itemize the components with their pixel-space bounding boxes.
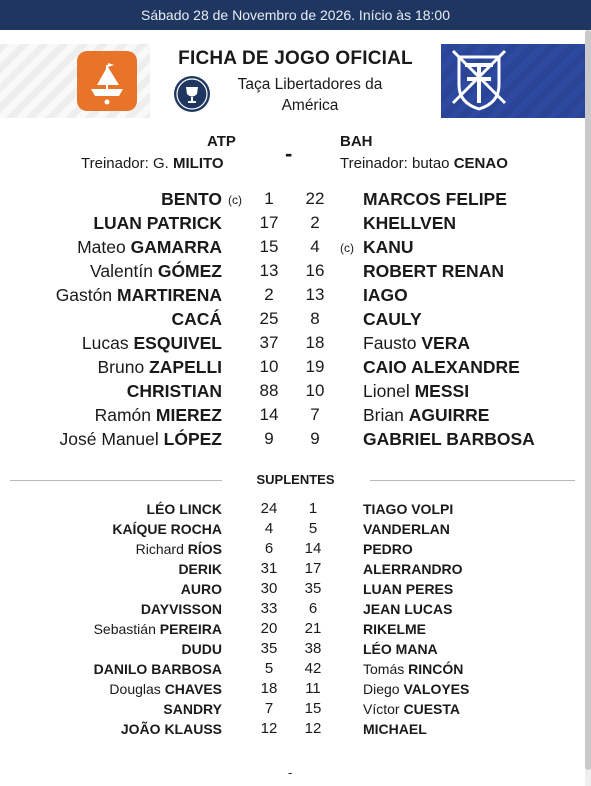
player-last-name: CHAVES <box>164 681 222 697</box>
player-last-name: LUAN PERES <box>363 581 454 597</box>
player-last-name: TIAGO VOLPI <box>363 501 454 517</box>
away-sub-row <box>363 579 453 599</box>
away-sub-row <box>363 539 413 559</box>
player-last-name: KHELLVEN <box>363 213 457 233</box>
away-shirt-number: 13 <box>305 285 325 304</box>
away-sub-number: 5 <box>308 520 318 537</box>
away-sub-row <box>363 599 452 619</box>
home-player-row <box>60 427 222 451</box>
player-last-name: CAIO ALEXANDRE <box>363 357 520 377</box>
player-last-name: BENTO <box>161 189 222 209</box>
coach-first-name: G. <box>152 155 169 172</box>
home-sub-number: 33 <box>260 600 278 617</box>
away-sub-row <box>363 519 450 539</box>
away-sub-number: 11 <box>305 680 321 697</box>
away-team-code: BAH <box>340 133 373 150</box>
away-sub-number: 14 <box>304 540 322 557</box>
player-last-name: RÍOS <box>187 541 222 557</box>
home-shirt-number: 17 <box>259 213 279 232</box>
home-sub-number: 35 <box>260 640 278 657</box>
player-last-name: MESSI <box>414 381 470 401</box>
home-sub-number: 12 <box>260 720 278 737</box>
away-sub-row <box>363 699 460 719</box>
home-sub-row <box>178 559 222 579</box>
player-first-name: Bruno <box>97 357 145 377</box>
coach-last-name: CENAO <box>453 155 508 172</box>
home-sub-row <box>181 579 222 599</box>
player-last-name: VALOYES <box>403 681 470 697</box>
home-team-code: ATP <box>207 133 236 150</box>
away-player-row <box>363 235 414 259</box>
player-last-name: JEAN LUCAS <box>363 601 453 617</box>
home-sub-number: 4 <box>264 520 274 537</box>
player-first-name: Fausto <box>363 333 417 353</box>
competition-name-line2: América <box>281 97 339 114</box>
player-last-name: RINCÓN <box>408 661 464 677</box>
away-sub-number: 17 <box>304 560 322 577</box>
player-first-name: Gastón <box>55 285 113 305</box>
away-sub-number: 1 <box>308 500 318 517</box>
home-sub-number: 5 <box>264 660 274 677</box>
home-shirt-number: 9 <box>264 429 274 448</box>
away-sub-number: 38 <box>304 640 322 657</box>
home-coach <box>81 155 224 172</box>
home-shirt-number: 14 <box>259 405 279 424</box>
player-last-name: ZAPELLI <box>149 357 222 377</box>
away-player-row <box>363 211 456 235</box>
player-last-name: PEREIRA <box>159 621 222 637</box>
away-sub-number: 35 <box>304 580 322 597</box>
player-last-name: VERA <box>421 333 470 353</box>
player-last-name: AURO <box>180 581 222 597</box>
captain-badge: (c) <box>228 193 242 207</box>
away-shirt-number: 4 <box>310 237 320 256</box>
player-last-name: CACÁ <box>171 309 222 329</box>
cross-swords-crest-icon <box>443 47 515 115</box>
home-sub-number: 24 <box>260 500 278 517</box>
player-last-name: GÓMEZ <box>157 261 222 281</box>
away-player-row <box>363 355 520 379</box>
home-shirt-number: 2 <box>264 285 274 304</box>
away-player-row <box>363 379 469 403</box>
home-sub-number: 31 <box>260 560 278 577</box>
home-player-row <box>77 235 222 259</box>
away-sub-number: 42 <box>304 660 322 677</box>
home-shirt-number: 25 <box>259 309 279 328</box>
coach-last-name: MILITO <box>173 155 224 172</box>
page-title: FICHA DE JOGO OFICIAL <box>178 48 413 69</box>
away-shirt-number: 9 <box>310 429 320 448</box>
player-last-name: DAYVISSON <box>140 601 222 617</box>
player-last-name: CAULY <box>363 309 422 329</box>
home-shirt-number: 10 <box>259 357 279 376</box>
trophy-logo-icon <box>174 76 210 112</box>
player-last-name: CUESTA <box>403 701 460 717</box>
competition-name <box>230 74 390 116</box>
player-last-name: PEDRO <box>363 541 413 557</box>
home-sub-row <box>141 599 222 619</box>
home-sub-number: 20 <box>260 620 278 637</box>
home-shirt-number: 88 <box>259 381 279 400</box>
player-last-name: ALERRANDRO <box>363 561 463 577</box>
away-player-row <box>363 307 422 331</box>
home-sub-row <box>136 539 222 559</box>
home-player-row <box>56 283 222 307</box>
home-sub-number: 18 <box>260 680 278 697</box>
player-last-name: RIKELME <box>363 621 426 637</box>
away-sub-row <box>363 619 426 639</box>
player-last-name: JOÃO KLAUSS <box>120 721 222 737</box>
player-first-name: Ramón <box>94 405 151 425</box>
away-sub-number: 6 <box>308 600 318 617</box>
home-player-row <box>127 379 222 403</box>
player-first-name: Mateo <box>77 237 126 257</box>
player-first-name: Lionel <box>363 381 410 401</box>
home-sub-row <box>112 519 222 539</box>
ship-crest-icon <box>77 51 137 111</box>
player-last-name: DUDU <box>181 641 222 657</box>
away-shirt-number: 18 <box>305 333 325 352</box>
subs-title: SUPLENTES <box>256 472 335 487</box>
away-shirt-number: 2 <box>310 213 320 232</box>
player-last-name: MIEREZ <box>155 405 222 425</box>
match-header <box>0 44 591 118</box>
player-last-name: LÓPEZ <box>163 429 222 449</box>
home-shirt-number: 1 <box>264 189 274 208</box>
player-last-name: GABRIEL BARBOSA <box>363 429 535 449</box>
away-shirt-number: 10 <box>305 381 325 400</box>
home-sub-row <box>121 719 222 739</box>
player-last-name: LUAN PATRICK <box>93 213 222 233</box>
away-sub-row <box>363 499 453 519</box>
away-player-row <box>363 427 535 451</box>
home-shirt-number: 37 <box>259 333 279 352</box>
away-sub-row <box>363 639 438 659</box>
player-last-name: LÉO LINCK <box>146 501 222 517</box>
player-last-name: GAMARRA <box>130 237 222 257</box>
player-last-name: LÉO MANA <box>363 641 438 657</box>
home-sub-row <box>109 679 222 699</box>
away-player-row <box>363 187 507 211</box>
player-last-name: KANU <box>363 237 414 257</box>
player-last-name: AGUIRRE <box>408 405 490 425</box>
home-sub-number: 7 <box>264 700 274 717</box>
player-first-name: Víctor <box>363 701 400 717</box>
away-sub-number: 12 <box>304 720 322 737</box>
player-last-name: KAÍQUE ROCHA <box>112 521 222 537</box>
player-first-name: Tomás <box>363 661 405 677</box>
player-first-name: Sebastián <box>93 621 156 637</box>
away-sub-row <box>363 719 427 739</box>
home-player-row <box>171 307 222 331</box>
score-separator: - <box>285 141 293 166</box>
home-sub-row <box>182 639 222 659</box>
player-first-name: Lucas <box>81 333 129 353</box>
player-last-name: SANDRY <box>163 701 222 717</box>
away-shirt-number: 22 <box>305 189 325 208</box>
away-sub-number: 15 <box>304 700 322 717</box>
away-sub-row <box>363 659 463 679</box>
home-player-row <box>90 259 222 283</box>
player-last-name: MARTIRENA <box>117 285 222 305</box>
title-block <box>150 44 441 118</box>
player-last-name: VANDERLAN <box>363 521 450 537</box>
home-sub-row <box>94 659 222 679</box>
away-player-row <box>363 331 470 355</box>
home-player-row <box>98 355 223 379</box>
captain-badge: (c) <box>340 241 354 255</box>
scrollbar-thumb[interactable] <box>585 30 591 770</box>
home-shirt-number: 13 <box>259 261 279 280</box>
player-last-name: MICHAEL <box>363 721 427 737</box>
player-first-name: Brian <box>363 405 404 425</box>
coach-first-name: butao <box>411 155 450 172</box>
player-last-name: ROBERT RENAN <box>363 261 504 281</box>
home-sub-row <box>163 699 222 719</box>
home-sub-number: 6 <box>264 540 274 557</box>
player-last-name: ESQUIVEL <box>133 333 222 353</box>
player-first-name: Diego <box>363 681 400 697</box>
footer-separator: - <box>288 765 293 780</box>
match-datetime-bar: Sábado 28 de Novembro de 2026. Início às 18:00 <box>0 0 591 30</box>
home-shirt-number: 15 <box>259 237 279 256</box>
away-player-row <box>363 283 408 307</box>
player-last-name: DERIK <box>178 561 222 577</box>
player-first-name: Douglas <box>109 681 161 697</box>
coach-label: Treinador: <box>81 155 149 172</box>
player-first-name: Richard <box>135 541 184 557</box>
home-sub-row <box>147 499 222 519</box>
away-coach <box>340 155 508 172</box>
away-shirt-number: 7 <box>310 405 320 424</box>
away-sub-number: 21 <box>304 620 322 637</box>
player-last-name: DANILO BARBOSA <box>93 661 222 677</box>
player-last-name: IAGO <box>363 285 408 305</box>
home-player-row <box>93 211 222 235</box>
player-last-name: MARCOS FELIPE <box>363 189 507 209</box>
home-sub-number: 30 <box>260 580 278 597</box>
competition-name-line1: Taça Libertadores da <box>237 76 383 93</box>
away-sub-row <box>363 679 469 699</box>
away-shirt-number: 19 <box>305 357 325 376</box>
player-first-name: Valentín <box>90 261 153 281</box>
subs-divider-right <box>370 480 575 481</box>
away-player-row <box>363 403 489 427</box>
home-player-row <box>161 187 222 211</box>
away-sub-row <box>363 559 463 579</box>
home-sub-row <box>94 619 222 639</box>
away-player-row <box>363 259 504 283</box>
home-player-row <box>95 403 222 427</box>
away-shirt-number: 16 <box>305 261 325 280</box>
player-first-name: José Manuel <box>59 429 159 449</box>
away-shirt-number: 8 <box>310 309 320 328</box>
home-player-row <box>82 331 222 355</box>
player-last-name: CHRISTIAN <box>126 381 222 401</box>
coach-label: Treinador: <box>340 155 408 172</box>
